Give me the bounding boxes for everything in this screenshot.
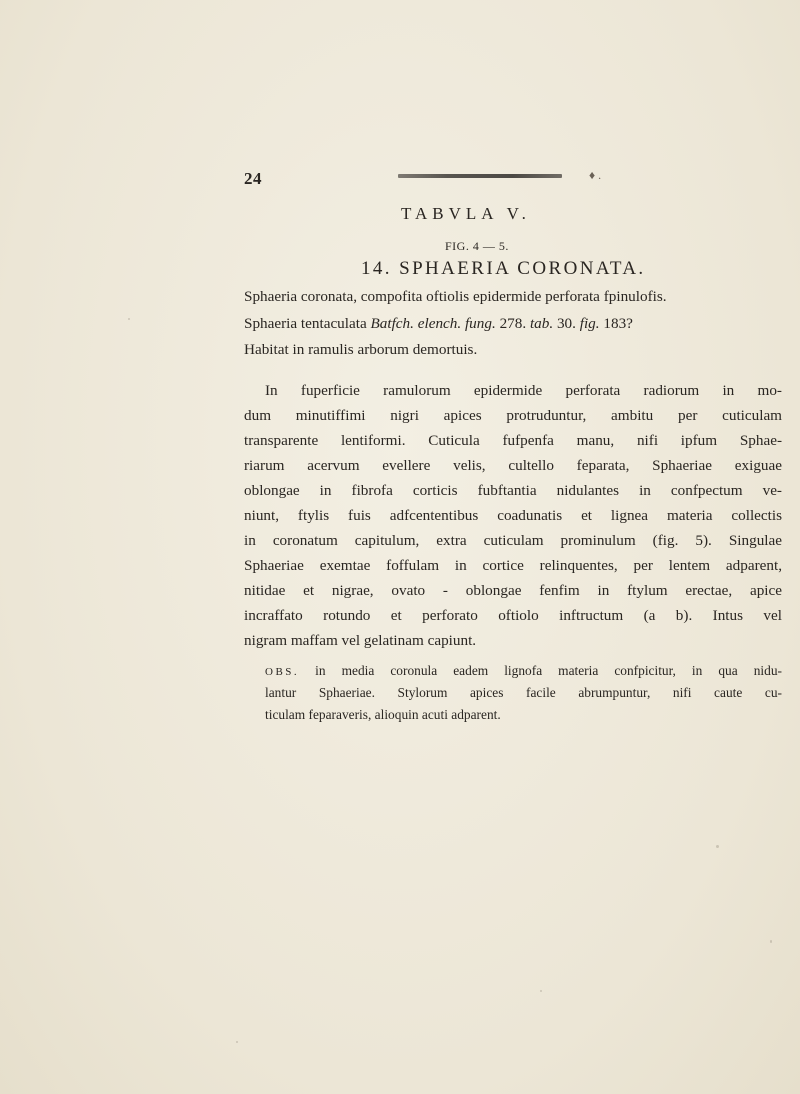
description-line: transparente lentiformi. Cuticula fufpenfa manu, nifi ipfum Sphae- [244,432,782,449]
description-line: Sphaeriae exemtae foffulam in cortice relinquentes, per lentem adparent, [244,557,782,574]
species-heading: 14. SPHAERIA CORONATA. [361,258,646,279]
synonym-line-1: Sphaeria coronata, compofita oftiolis epidermide perforata fpinulofis. [244,288,667,305]
observation-line [244,663,782,679]
paper-speck [770,940,772,943]
header-rule [398,174,562,178]
description-line: dum minutiffimi nigri apices protruduntur, ambitu per cuticulam [244,407,782,424]
plate-title: TABVLA V. [401,204,531,223]
citation-tab-number: 30. [553,315,580,332]
figure-reference: FIG. 4 — 5. [445,239,509,253]
description-line: in coronatum capitulum, extra cuticulam prominulum (fig. 5). Singulae [244,532,782,549]
citation-fig-number: 183? [599,315,633,332]
paper-speck [128,318,130,320]
citation-fig-label: fig. [579,315,600,332]
citation-page: 278. [495,315,530,332]
paper-speck [716,845,719,848]
observation-line: lantur Sphaeriae. Stylorum apices facile abrumpuntur, nifi caute cu- [265,685,782,700]
description-line: nitidae et nigrae, ovato - oblongae fenfim in ftylum erectae, apice [244,582,782,599]
observation-text: in media coronula eadem lignofa materia confpicitur, in qua nidu- [299,663,782,678]
description-line: oblongae in fibrofa corticis fubftantia nidulantes in confpectum ve- [244,482,782,499]
description-line: niunt, ftylis fuis adfcententibus coadunatis et lignea materia collectis [244,507,782,524]
synonym-line-2 [244,315,633,333]
observation-label: OBS. [265,666,300,678]
paper-speck [236,1041,238,1043]
paper-speck [540,990,542,992]
citation-tab-label: tab. [529,315,554,332]
synonym-name: Sphaeria tentaculata [244,315,371,332]
citation-work: Batfch. elench. fung. [370,315,496,332]
description-line: nigram maffam vel gelatinam capiunt. [244,632,477,649]
description-line: In fuperficie ramulorum epidermide perforata radiorum in mo- [265,382,782,399]
page-number: 24 [244,169,262,188]
observation-line: ticulam feparaveris, alioquin acuti adparent. [265,707,501,722]
description-line: incraffato rotundo et perforato oftiolo inftructum (a b). Intus vel [244,607,782,624]
description-line: riarum acervum evellere velis, cultello feparata, Sphaeriae exiguae [244,457,782,474]
habitat-line: Habitat in ramulis arborum demortuis. [244,341,478,358]
stray-ink-mark: ♦ . [589,168,602,182]
